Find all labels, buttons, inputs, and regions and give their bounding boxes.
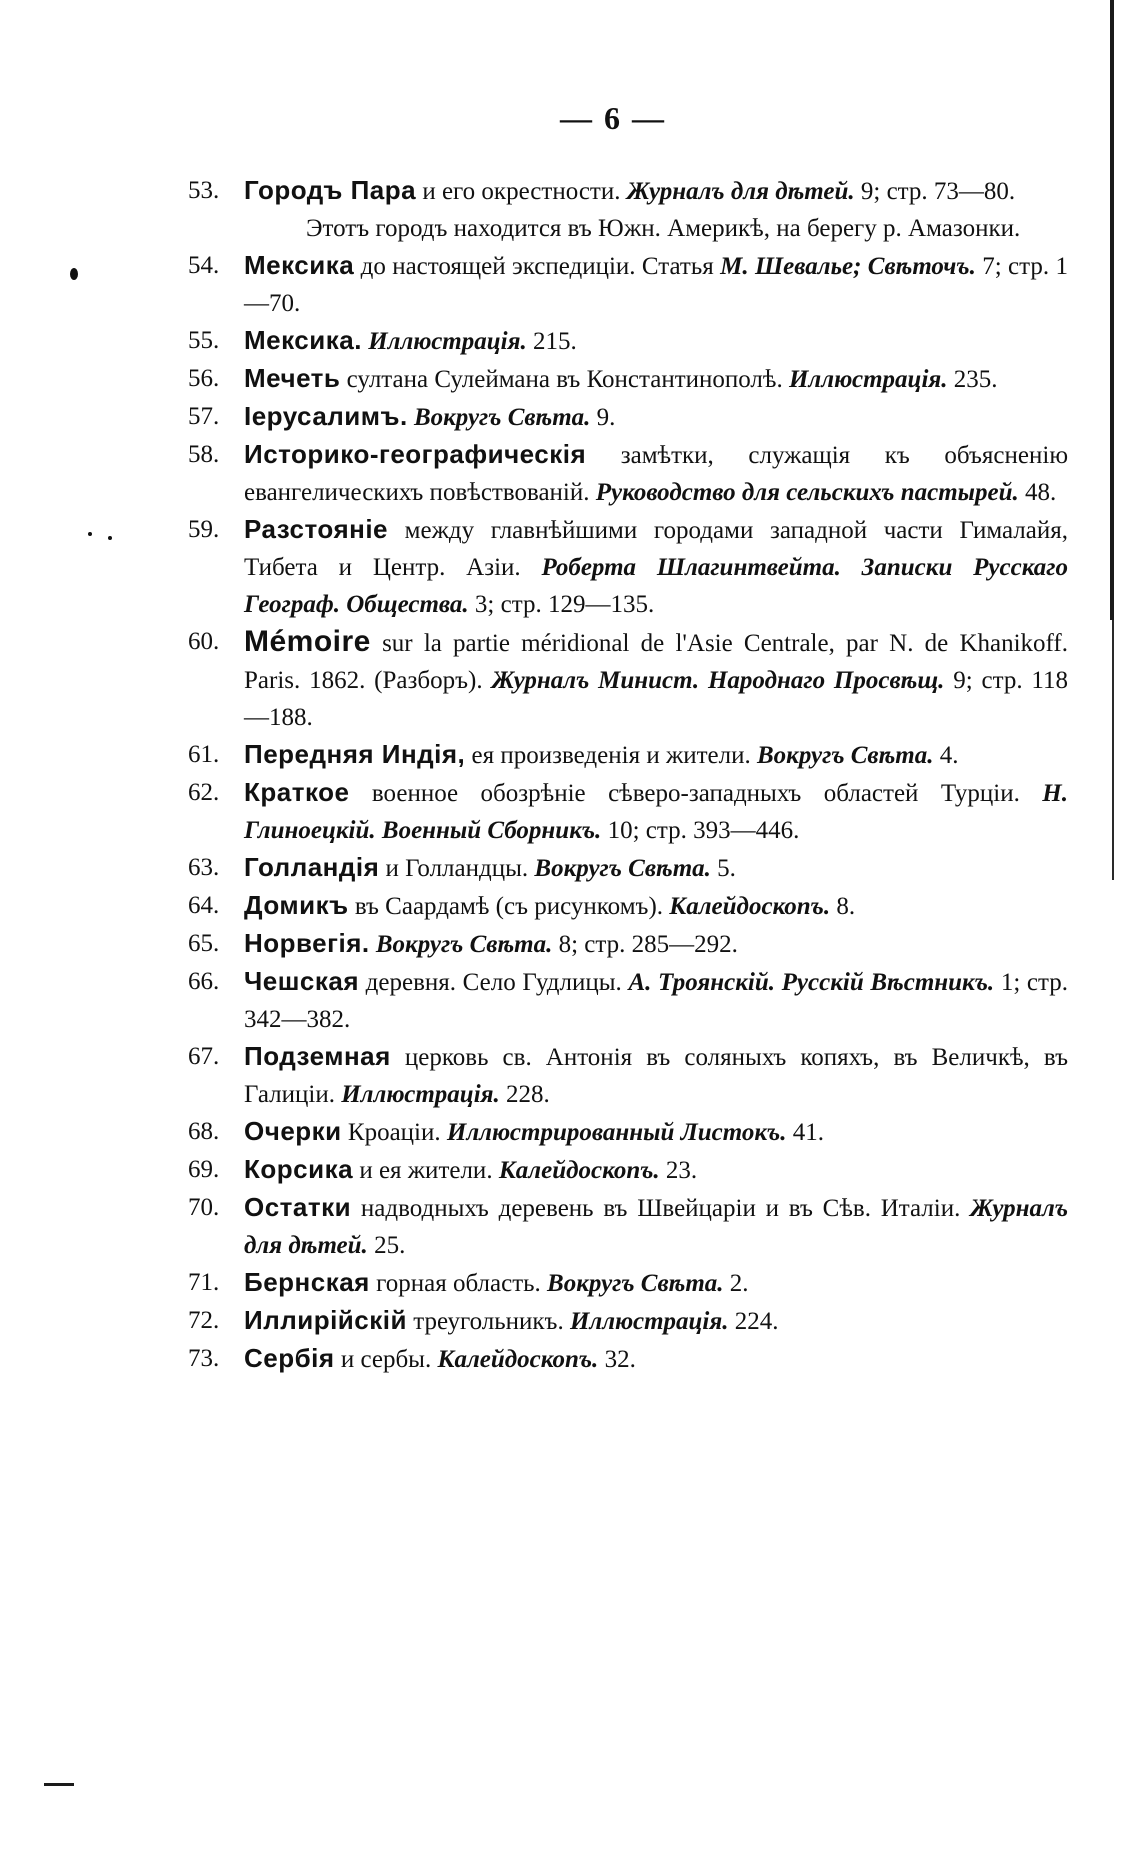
entry-tail: 48. <box>1018 479 1057 506</box>
entry-text: въ Саардамѣ (съ рисункомъ). <box>348 893 670 920</box>
entry-source: Вокругъ Свѣта. <box>375 931 553 958</box>
entry-source: Вокругъ Свѣта. <box>756 742 934 769</box>
entry-source: Калейдоскопъ. <box>669 893 831 920</box>
entry-heading: Норвегія. <box>244 928 370 958</box>
entry-tail: 41. <box>786 1119 824 1146</box>
ink-speck <box>70 268 78 280</box>
entry-text: и сербы. <box>334 1346 438 1373</box>
entry-heading: Передняя Индія, <box>244 739 466 769</box>
entry-60 <box>188 623 1068 736</box>
entry-source: Иллюстрація. <box>569 1308 729 1335</box>
entry-heading: Очерки <box>244 1116 342 1146</box>
entry-56 <box>188 360 1068 398</box>
entry-number: 62. <box>188 779 220 806</box>
entry-62 <box>188 774 1068 849</box>
entry-53 <box>188 172 1068 210</box>
entry-number: 65. <box>188 930 220 957</box>
entry-68 <box>188 1113 1068 1151</box>
entry-text: до настоящей экспедиціи. Статья <box>354 253 721 280</box>
ink-speck <box>108 536 112 540</box>
entry-number: 69. <box>188 1156 220 1183</box>
entry-heading: Сербія <box>244 1343 335 1373</box>
entry-tail: 25. <box>367 1232 406 1259</box>
entry-heading: Іерусалимъ. <box>244 401 408 431</box>
entry-tail: 9; стр. 118—188. <box>244 667 1068 731</box>
page-edge-rule-lower <box>1112 620 1114 880</box>
entry-source: Калейдоскопъ. <box>498 1157 660 1184</box>
entry-source: Иллюстрація. <box>341 1081 500 1108</box>
entry-71 <box>188 1264 1068 1302</box>
entry-number: 61. <box>188 741 220 768</box>
entry-number: 53. <box>188 177 220 204</box>
entry-source: Вокругъ Свѣта. <box>547 1270 724 1297</box>
entry-source: Журналъ для дѣтей. <box>244 1195 1068 1259</box>
entry-73 <box>188 1340 1068 1378</box>
entry-text: церковь св. Антонія въ соляныхъ копяхъ, въ Величкѣ, въ Галиціи. <box>244 1044 1068 1108</box>
entry-source: Иллюстрированный Листокъ. <box>446 1119 787 1146</box>
entry-source: Иллюстрація. <box>788 366 948 393</box>
entry-number: 67. <box>188 1043 220 1070</box>
entry-source: Калейдоскопъ. <box>437 1346 599 1373</box>
entry-heading: Бернская <box>244 1267 370 1297</box>
entry-heading: Краткое <box>244 777 350 807</box>
entry-text: Кроаціи. <box>341 1119 447 1146</box>
entry-number: 56. <box>188 365 220 392</box>
entry-text: замѣтки, служащія къ объясненію евангелическихъ повѣствованій. <box>244 442 1068 506</box>
entry-66 <box>188 963 1068 1038</box>
entry-tail: 5. <box>710 855 736 882</box>
entry-70 <box>188 1189 1068 1264</box>
entry-source: М. Шевалье; Свѣточъ. <box>720 253 976 280</box>
entry-tail: 9. <box>590 404 616 431</box>
entry-69 <box>188 1151 1068 1189</box>
entry-heading: Подземная <box>244 1041 391 1071</box>
entry-57 <box>188 398 1068 436</box>
entry-heading: Mémoire <box>244 625 371 658</box>
entry-58 <box>188 436 1068 511</box>
entry-text: военное обозрѣніе сѣверо-западныхъ областей Турціи. <box>349 780 1043 807</box>
entry-tail: 8. <box>830 893 856 920</box>
entry-heading: Чешская <box>244 966 360 996</box>
entry-number: 63. <box>188 854 220 881</box>
entry-tail: 4. <box>933 742 959 769</box>
entry-text: ея произведенія и жители. <box>465 742 757 769</box>
entry-source: Вокругъ Свѣта. <box>534 855 711 882</box>
entry-text: горная область. <box>369 1270 548 1297</box>
entry-tail: 32. <box>598 1346 636 1373</box>
entry-tail: 7; стр. 1—70. <box>244 253 1068 317</box>
entry-tail: 228. <box>499 1081 550 1108</box>
entry-65 <box>188 925 1068 963</box>
entry-text: и Голландцы. <box>379 855 535 882</box>
entry-text: и ея жители. <box>353 1157 499 1184</box>
bibliography-list <box>188 172 1068 1378</box>
entry-heading: Историко-географическія <box>244 439 587 469</box>
entry-heading: Разстояніе <box>244 514 389 544</box>
entry-54 <box>188 247 1068 322</box>
entry-tail: 1; стр. 342—382. <box>244 969 1068 1033</box>
entry-heading: Голландія <box>244 852 380 882</box>
entry-heading: Корсика <box>244 1154 354 1184</box>
entry-heading: Домикъ <box>244 890 349 920</box>
entry-53-note <box>188 210 1068 247</box>
entry-text: надводныхъ деревень въ Швейцаріи и въ Сѣв. Италіи. <box>351 1195 971 1222</box>
entry-tail: 8; стр. 285—292. <box>552 931 738 958</box>
entry-heading: Мексика <box>244 250 355 280</box>
entry-72 <box>188 1302 1068 1340</box>
entry-tail: 215. <box>526 328 577 355</box>
entry-tail: 9; стр. 73—80. <box>854 178 1016 205</box>
entry-source: Н. Глиноецкій. Военный Сборникъ. <box>244 780 1068 844</box>
entry-source: Иллюстрація. <box>368 328 527 355</box>
entry-text: и его окрестности. <box>416 178 627 205</box>
entry-tail: 23. <box>659 1157 698 1184</box>
entry-number: 60. <box>188 628 220 655</box>
entry-source: Вокругъ Свѣта. <box>413 404 591 431</box>
entry-number: 59. <box>188 516 220 543</box>
entry-number: 72. <box>188 1307 220 1334</box>
entry-59 <box>188 511 1068 623</box>
entry-source: Руководство для сельскихъ пастырей. <box>595 479 1019 506</box>
entry-text: между главнѣйшими городами западной части Гималайя, Тибета и Центр. Азіи. <box>244 517 1068 581</box>
entry-63 <box>188 849 1068 887</box>
entry-number: 73. <box>188 1345 220 1372</box>
entry-number: 58. <box>188 441 220 468</box>
page-number: — 6 — <box>560 100 666 136</box>
entry-text: деревня. Село Гудлицы. <box>359 969 629 996</box>
entry-number: 68. <box>188 1118 220 1145</box>
entry-number: 70. <box>188 1194 220 1221</box>
entry-text: султана Сулеймана въ Константинополѣ. <box>340 366 789 393</box>
entry-heading: Мечеть <box>244 363 341 393</box>
entry-heading: Иллирійскій <box>244 1305 407 1335</box>
entry-source: Журналъ Минист. Народнаго Просвѣщ. <box>491 667 945 694</box>
ink-speck <box>88 532 92 536</box>
entry-tail: 224. <box>728 1308 779 1335</box>
entry-heading: Остатки <box>244 1192 352 1222</box>
page-edge-rule <box>1110 0 1114 620</box>
entry-tail: 235. <box>947 366 998 393</box>
entry-number: 71. <box>188 1269 220 1296</box>
entry-source: Роберта Шлагинтвейта. Записки Русскаго Географ. Общества. <box>244 554 1069 618</box>
entry-tail: 10; стр. 393—446. <box>601 817 800 844</box>
entry-text: треугольникъ. <box>406 1308 570 1335</box>
entry-55 <box>188 322 1068 360</box>
entry-number: 55. <box>188 327 220 354</box>
entry-number: 66. <box>188 968 220 995</box>
entry-heading: Мексика. <box>244 325 362 355</box>
entry-note: Этотъ городъ находится въ Южн. Америкѣ, на берегу р. Амазонки. <box>306 215 1021 242</box>
footer-mark <box>44 1783 74 1786</box>
entry-number: 57. <box>188 403 220 430</box>
entry-source: Журналъ для дѣтей. <box>626 178 855 205</box>
entry-67 <box>188 1038 1068 1113</box>
entry-source: А. Троянскій. Русскій Вѣстникъ. <box>628 969 995 996</box>
entry-61 <box>188 736 1068 774</box>
entry-64 <box>188 887 1068 925</box>
entry-number: 64. <box>188 892 220 919</box>
entry-number: 54. <box>188 252 220 279</box>
entry-tail: 3; стр. 129—135. <box>468 591 655 618</box>
entry-heading: Городъ Пара <box>244 175 417 205</box>
entry-text: sur la partie méridional de l'Asie Centrale, par N. de Khanikoff. Paris. 1862. (Разборъ). <box>244 630 1068 694</box>
entry-tail: 2. <box>723 1270 749 1297</box>
